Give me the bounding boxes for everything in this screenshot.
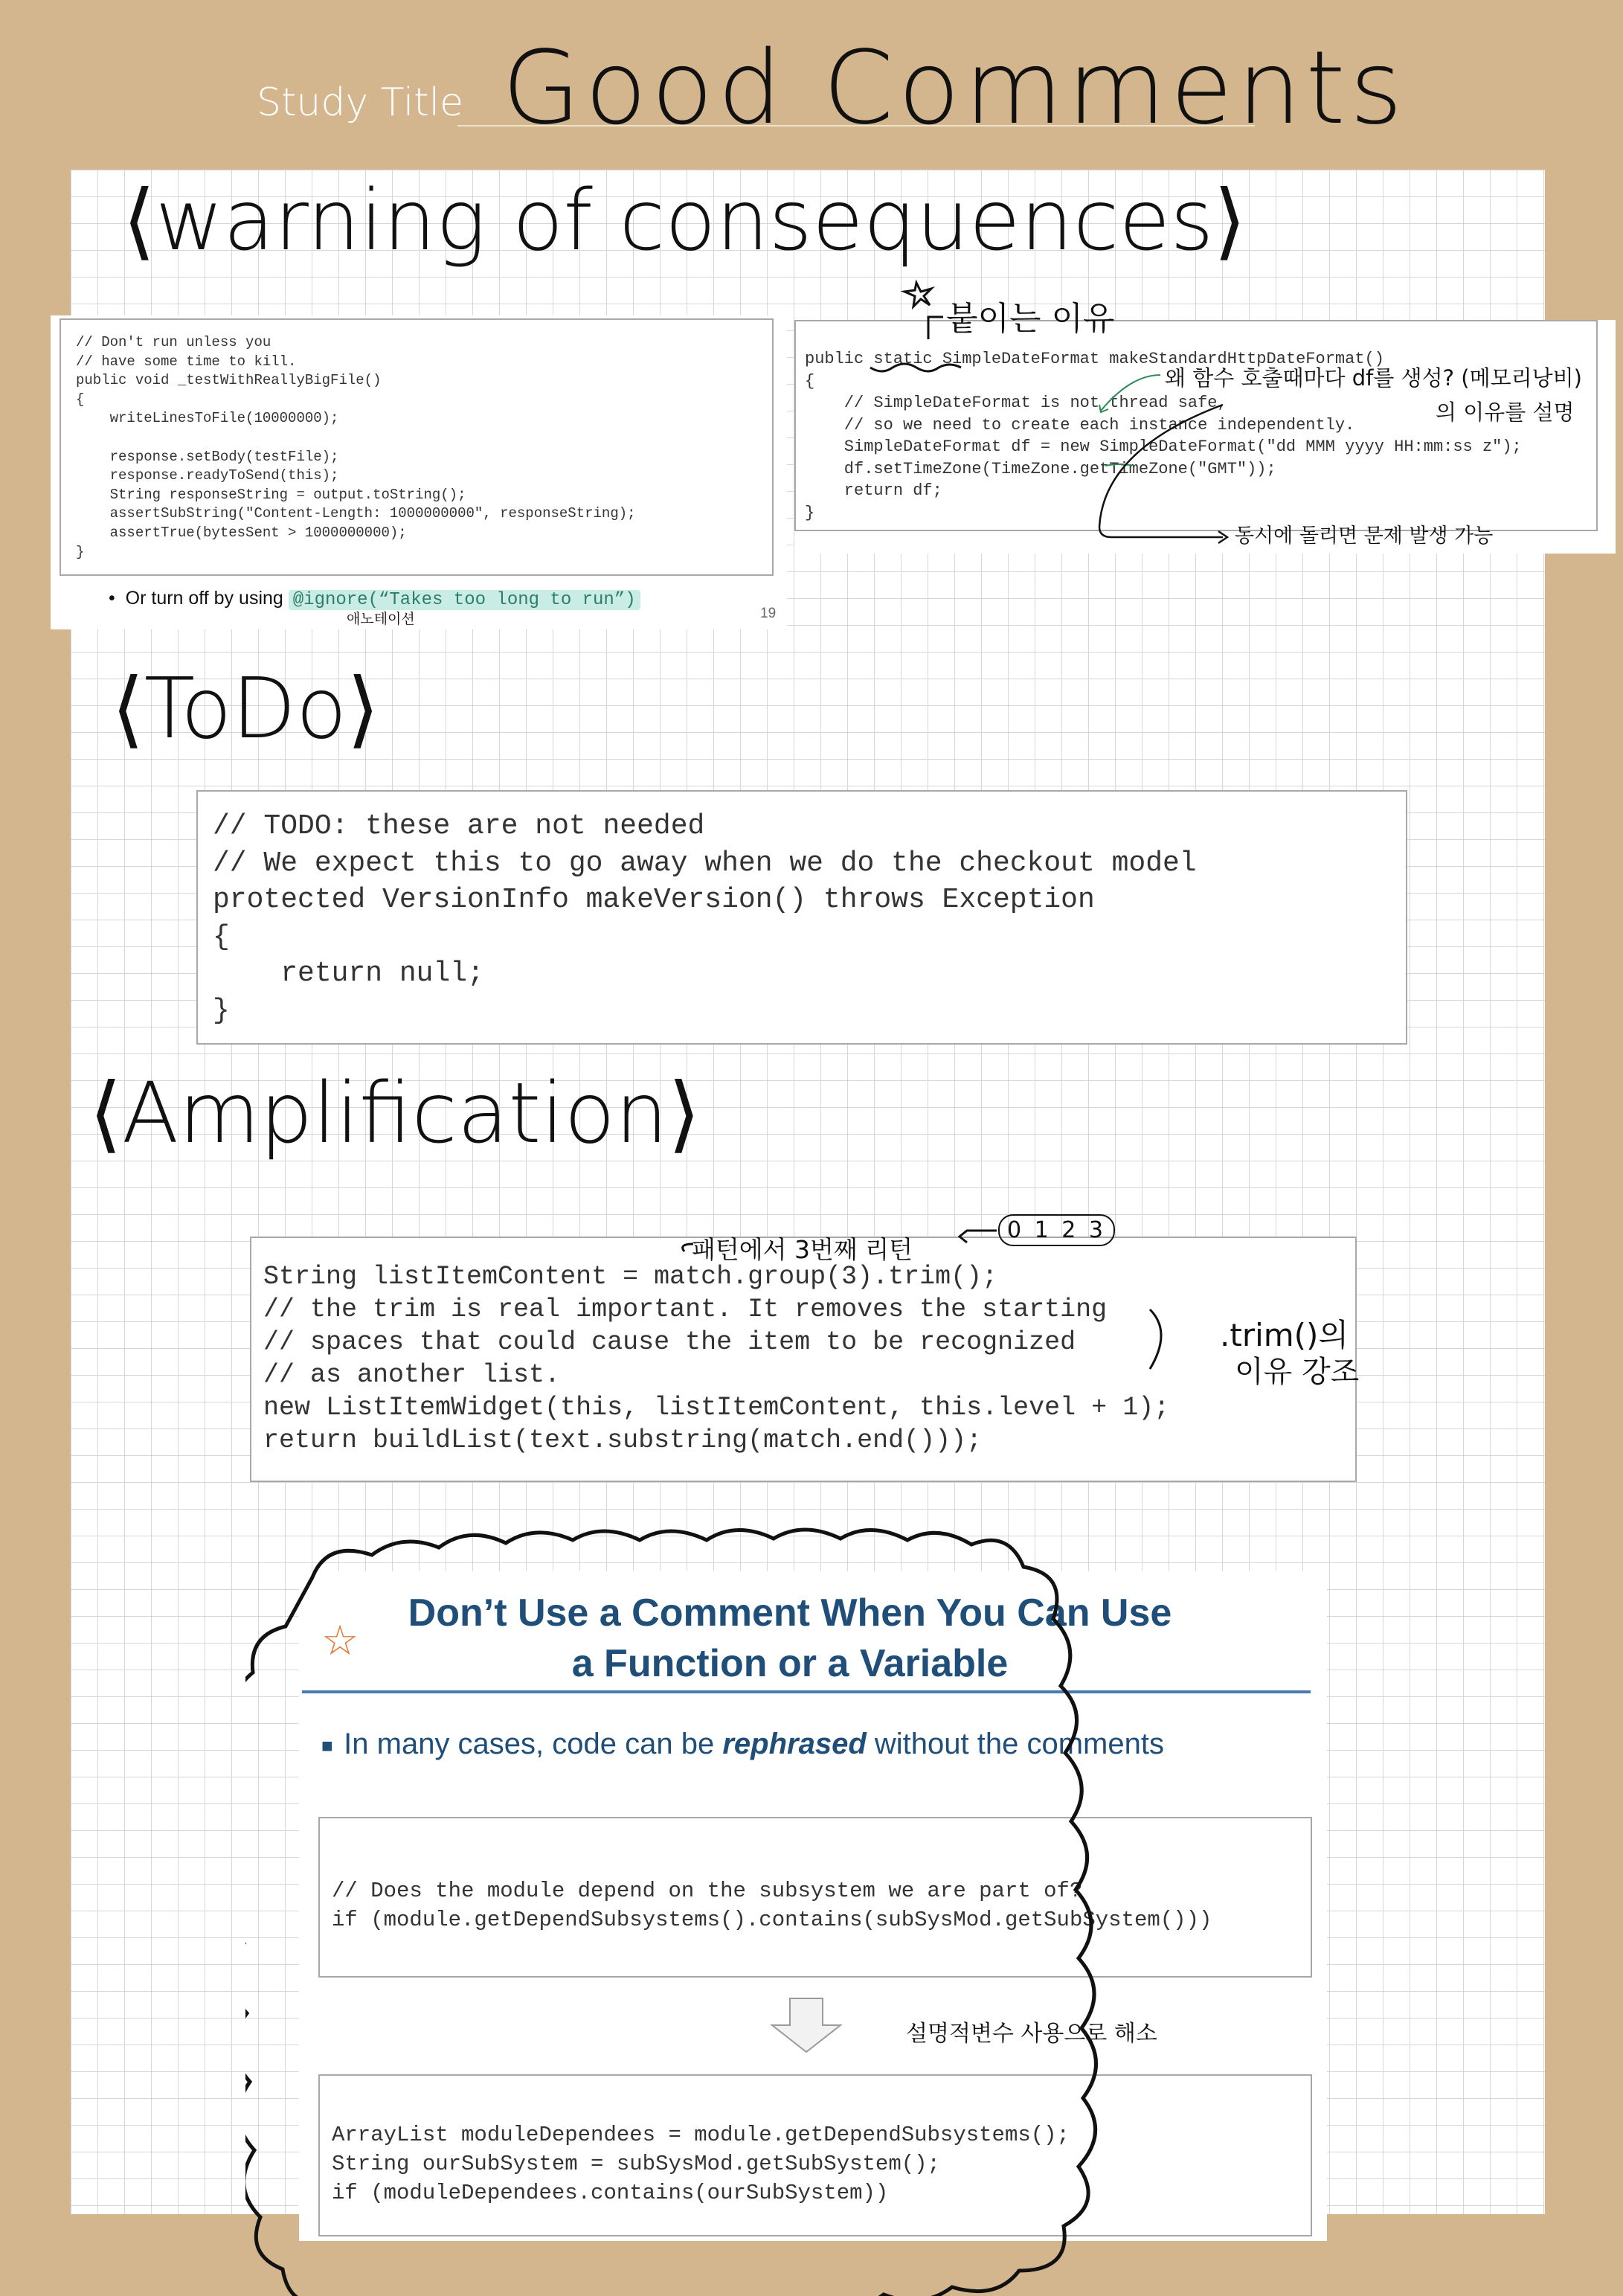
note-df-reason-1: 왜 함수 호출때마다 df를 생성? (메모리낭비) bbox=[1165, 365, 1582, 391]
ignore-annotation-code: @ignore(“Takes too long to run”) bbox=[289, 590, 640, 610]
slide-title-line-2: a Function or a Variable bbox=[571, 1642, 1009, 1685]
heading-warning: ⟨warning of consequences⟩ bbox=[123, 173, 1247, 269]
warning-bullet-text: Or turn off by using bbox=[125, 588, 283, 609]
study-title-label: Study Title bbox=[257, 80, 464, 125]
bullet-square: ■ bbox=[321, 1734, 344, 1757]
page-number: 19 bbox=[760, 606, 777, 621]
code-before: // Does the module depend on the subsystem we are part of? if (module.getDependSubsystems().contains(subSysMod.getSubSystem())) bbox=[332, 1879, 1212, 1932]
amplification-code: String listItemContent = match.group(3).trim(); // the trim is real important. It removes the starting // spaces that could cause the item to be recognized // as another list. new ListItemWidget(this, listItemContent, this.level + 1); return buildList(text.substring(match.end())); bbox=[263, 1262, 1170, 1455]
star-icon: ☆ bbox=[321, 1617, 359, 1664]
bullet-prefix: In many cases, code can be bbox=[344, 1728, 723, 1760]
todo-code-box bbox=[196, 790, 1407, 1045]
heading-todo: ⟨ToDo⟩ bbox=[112, 661, 380, 757]
note-concurrency: 동시에 돌리면 문제 발생 가능 bbox=[1235, 525, 1494, 548]
warning-slide-left bbox=[51, 315, 787, 629]
warning-code-box bbox=[60, 318, 774, 576]
bullet-suffix: without the comments bbox=[866, 1728, 1164, 1760]
page-title: Good Comments bbox=[502, 30, 1407, 147]
note-trim-2: 이유 강조 bbox=[1235, 1355, 1360, 1389]
note-explanatory-variable: 설명적변수 사용으로 해소 bbox=[906, 2021, 1157, 2047]
cloud-outline bbox=[245, 1518, 1391, 2296]
amplification-pen-marks bbox=[669, 1205, 1235, 1384]
note-group-boxes: 0 1 2 3 bbox=[998, 1214, 1115, 1246]
dateformat-code: public static SimpleDateFormat makeStandardHttpDateFormat() { // SimpleDateFormat is not thread safe, // so we need to create each instance independently. SimpleDateFormat df = new SimpleDateFormat("dd MMM yyyy HH:mm:ss z"); df.setTimeZone(TimeZone.getTimeZone("GMT")); return df; } bbox=[805, 350, 1522, 522]
bullet-dot: • bbox=[109, 588, 126, 609]
code-after: ArrayList moduleDependees = module.getDependSubsystems(); String ourSubSystem = subSysMod.getSubSystem(); if (moduleDependees.contains(ourSubSystem)) bbox=[332, 2123, 1070, 2205]
warning-pen-marks bbox=[863, 268, 1458, 551]
bullet-emphasis: rephrased bbox=[722, 1728, 867, 1760]
annotation-note: 애노테이션 bbox=[347, 611, 415, 627]
warning-code: // Don't run unless you // have some time to kill. public void _testWithReallyBigFile() { writeLinesToFile(10000000); response.setBody(testFile); response.readyToSend(this); String responseString = output.toString(); assertSubString("Content-Length: 1000000000", responseString); assertTrue(bytesSent > 1000000000); } bbox=[76, 334, 636, 560]
note-df-reason-2: 의 이유를 설명 bbox=[1436, 400, 1575, 425]
todo-code: // TODO: these are not needed // We expect this to go away when we do the checkout model protected VersionInfo makeVersion() throws Exception { return null; } bbox=[213, 810, 1197, 1027]
heading-amplification: ⟨Amplification⟩ bbox=[89, 1065, 701, 1162]
note-trim-1: .trim()의 bbox=[1220, 1317, 1349, 1353]
warning-bullet bbox=[109, 588, 640, 610]
note-group-return: 패턴에서 3번째 리턴 bbox=[692, 1235, 913, 1264]
slide-title-line-1: Don’t Use a Comment When You Can Use bbox=[408, 1591, 1172, 1635]
note-static-reason: 붙이는 이유 bbox=[946, 300, 1115, 338]
